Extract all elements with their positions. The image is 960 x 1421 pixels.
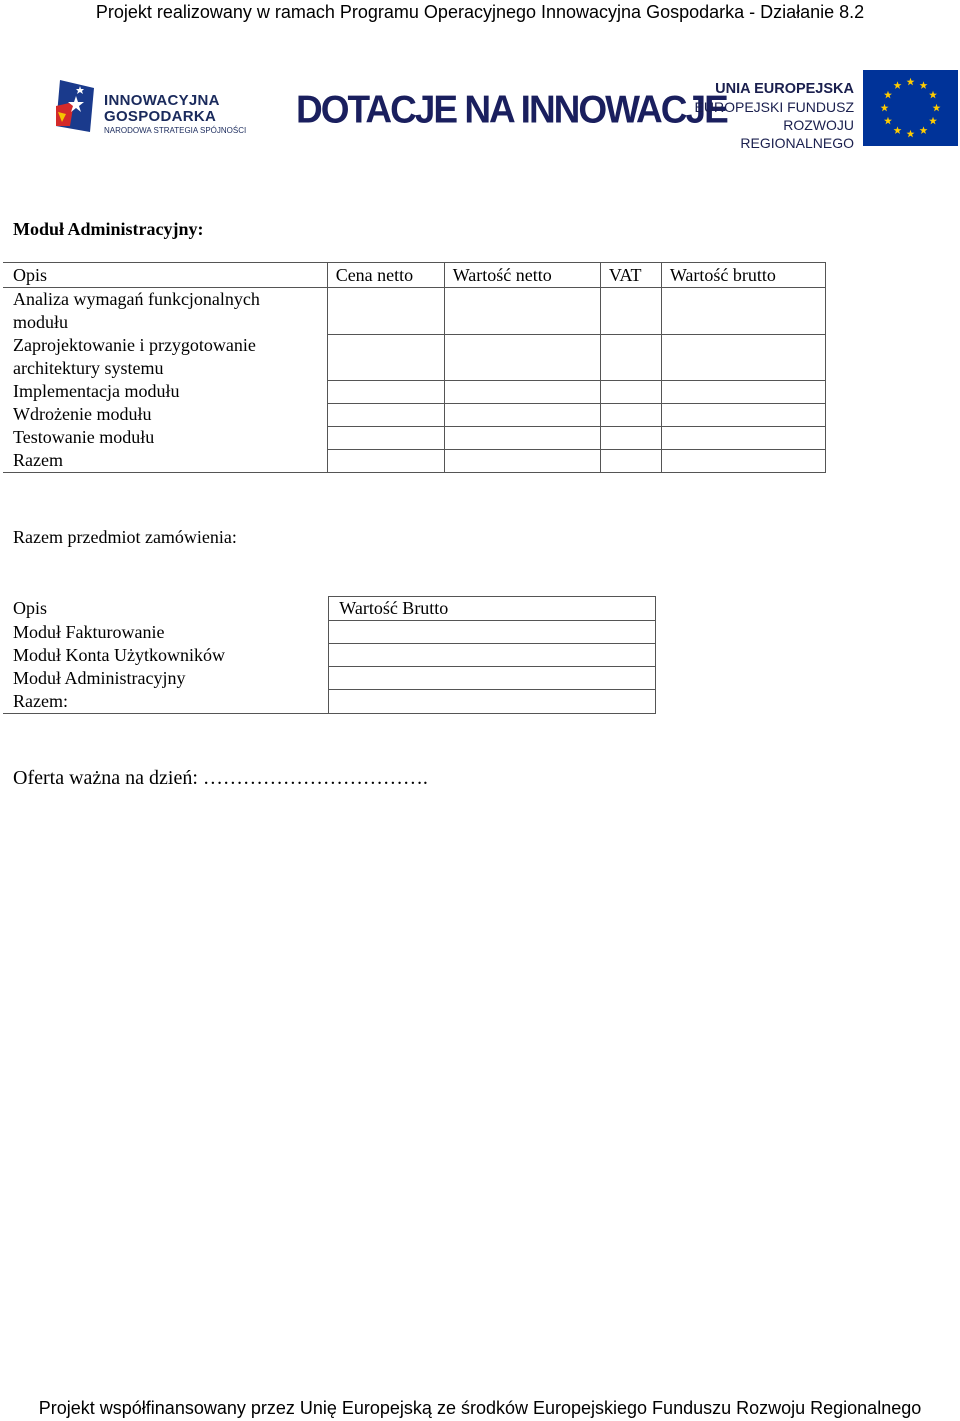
row-description: Razem	[3, 449, 327, 473]
dotacje-na-innowacje-logo: DOTACJE NA INNOWACJE	[296, 87, 727, 131]
cell-wartosc-brutto	[661, 334, 825, 380]
innowacyjna-gospodarka-logo	[52, 76, 252, 140]
table-row	[3, 288, 826, 335]
cell-cena-netto	[327, 380, 444, 403]
ig-star-mark-icon	[52, 76, 98, 138]
row-description: Razem:	[3, 690, 329, 714]
ig-logo-line2: GOSPODARKA	[104, 108, 217, 125]
cell-vat	[600, 403, 661, 426]
cell-wartosc-netto	[444, 334, 600, 380]
row-description: Testowanie modułu	[13, 427, 155, 447]
col-header-wartosc-brutto: Wartość Brutto	[329, 597, 656, 621]
cell-wartosc-brutto	[329, 667, 656, 690]
cell-wartosc-netto	[444, 449, 600, 473]
col-header-opis: Opis	[3, 263, 327, 288]
col-header-cena-netto: Cena netto	[327, 263, 444, 288]
summary-table	[3, 596, 656, 714]
table-header-row	[3, 263, 826, 288]
row-description: Zaprojektowanie i przygotowanie architektury systemu	[13, 335, 256, 378]
cell-cena-netto	[327, 334, 444, 380]
row-description: Analiza wymagań funkcjonalnych modułu	[13, 289, 260, 332]
cell-vat	[600, 288, 661, 335]
row-description: Moduł Fakturowanie	[3, 621, 329, 644]
module-pricing-table	[3, 262, 826, 473]
page-footer: Projekt współfinansowany przez Unię Europejską ze środków Europejskiego Funduszu Rozwoju Regionalnego	[38, 1398, 922, 1418]
table-row	[3, 621, 656, 644]
cell-wartosc-brutto	[661, 403, 825, 426]
table-row	[3, 426, 826, 449]
page-header: Projekt realizowany w ramach Programu Operacyjnego Innowacyjna Gospodarka - Działanie 8.2	[95, 2, 865, 22]
unia-europejska-logo-text	[688, 80, 854, 152]
cell-cena-netto	[327, 426, 444, 449]
ue-line1: UNIA EUROPEJSKA	[715, 81, 854, 97]
cell-wartosc-netto	[444, 288, 600, 335]
row-description: Moduł Administracyjny	[3, 667, 329, 690]
ue-line3: ROZWOJU REGIONALNEGO	[740, 117, 854, 151]
col-header-vat: VAT	[600, 263, 661, 288]
cell-wartosc-brutto	[661, 380, 825, 403]
cell-wartosc-netto	[444, 380, 600, 403]
offer-validity-label: Oferta ważna na dzień:	[13, 767, 198, 789]
row-description: Moduł Konta Użytkowników	[3, 644, 329, 667]
cell-wartosc-brutto	[661, 288, 825, 335]
table-row	[3, 667, 656, 690]
cell-vat	[600, 449, 661, 473]
summary-label: Razem przedmiot zamówienia:	[13, 527, 237, 547]
table-row	[3, 403, 826, 426]
cell-cena-netto	[327, 449, 444, 473]
ig-logo-line3: NARODOWA STRATEGIA SPÓJNOŚCI	[104, 126, 247, 135]
cell-vat	[600, 334, 661, 380]
cell-wartosc-brutto	[329, 690, 656, 714]
cell-cena-netto	[327, 403, 444, 426]
cell-wartosc-brutto	[661, 426, 825, 449]
table-row	[3, 644, 656, 667]
col-header-wartosc-netto: Wartość netto	[444, 263, 600, 288]
col-header-wartosc-brutto: Wartość brutto	[661, 263, 825, 288]
cell-vat	[600, 380, 661, 403]
cell-cena-netto	[327, 288, 444, 335]
cell-wartosc-netto	[444, 426, 600, 449]
eu-flag-icon	[863, 70, 958, 146]
col-header-opis: Opis	[3, 597, 329, 621]
cell-wartosc-brutto	[661, 449, 825, 473]
table-header-row	[3, 597, 656, 621]
table-row	[3, 380, 826, 403]
table-total-row	[3, 449, 826, 473]
cell-wartosc-brutto	[329, 621, 656, 644]
cell-wartosc-brutto	[329, 644, 656, 667]
section-title: Moduł Administracyjny:	[13, 219, 204, 239]
cell-wartosc-netto	[444, 403, 600, 426]
offer-validity	[13, 766, 428, 790]
offer-validity-date-blank: …………………………….	[202, 767, 428, 789]
ig-logo-line1: INNOWACYJNA	[104, 92, 220, 109]
row-description: Implementacja modułu	[13, 381, 180, 401]
row-description: Wdrożenie modułu	[13, 404, 152, 424]
table-total-row	[3, 690, 656, 714]
table-row	[3, 334, 826, 380]
cell-vat	[600, 426, 661, 449]
ue-line2: EUROPEJSKI FUNDUSZ	[694, 99, 854, 115]
